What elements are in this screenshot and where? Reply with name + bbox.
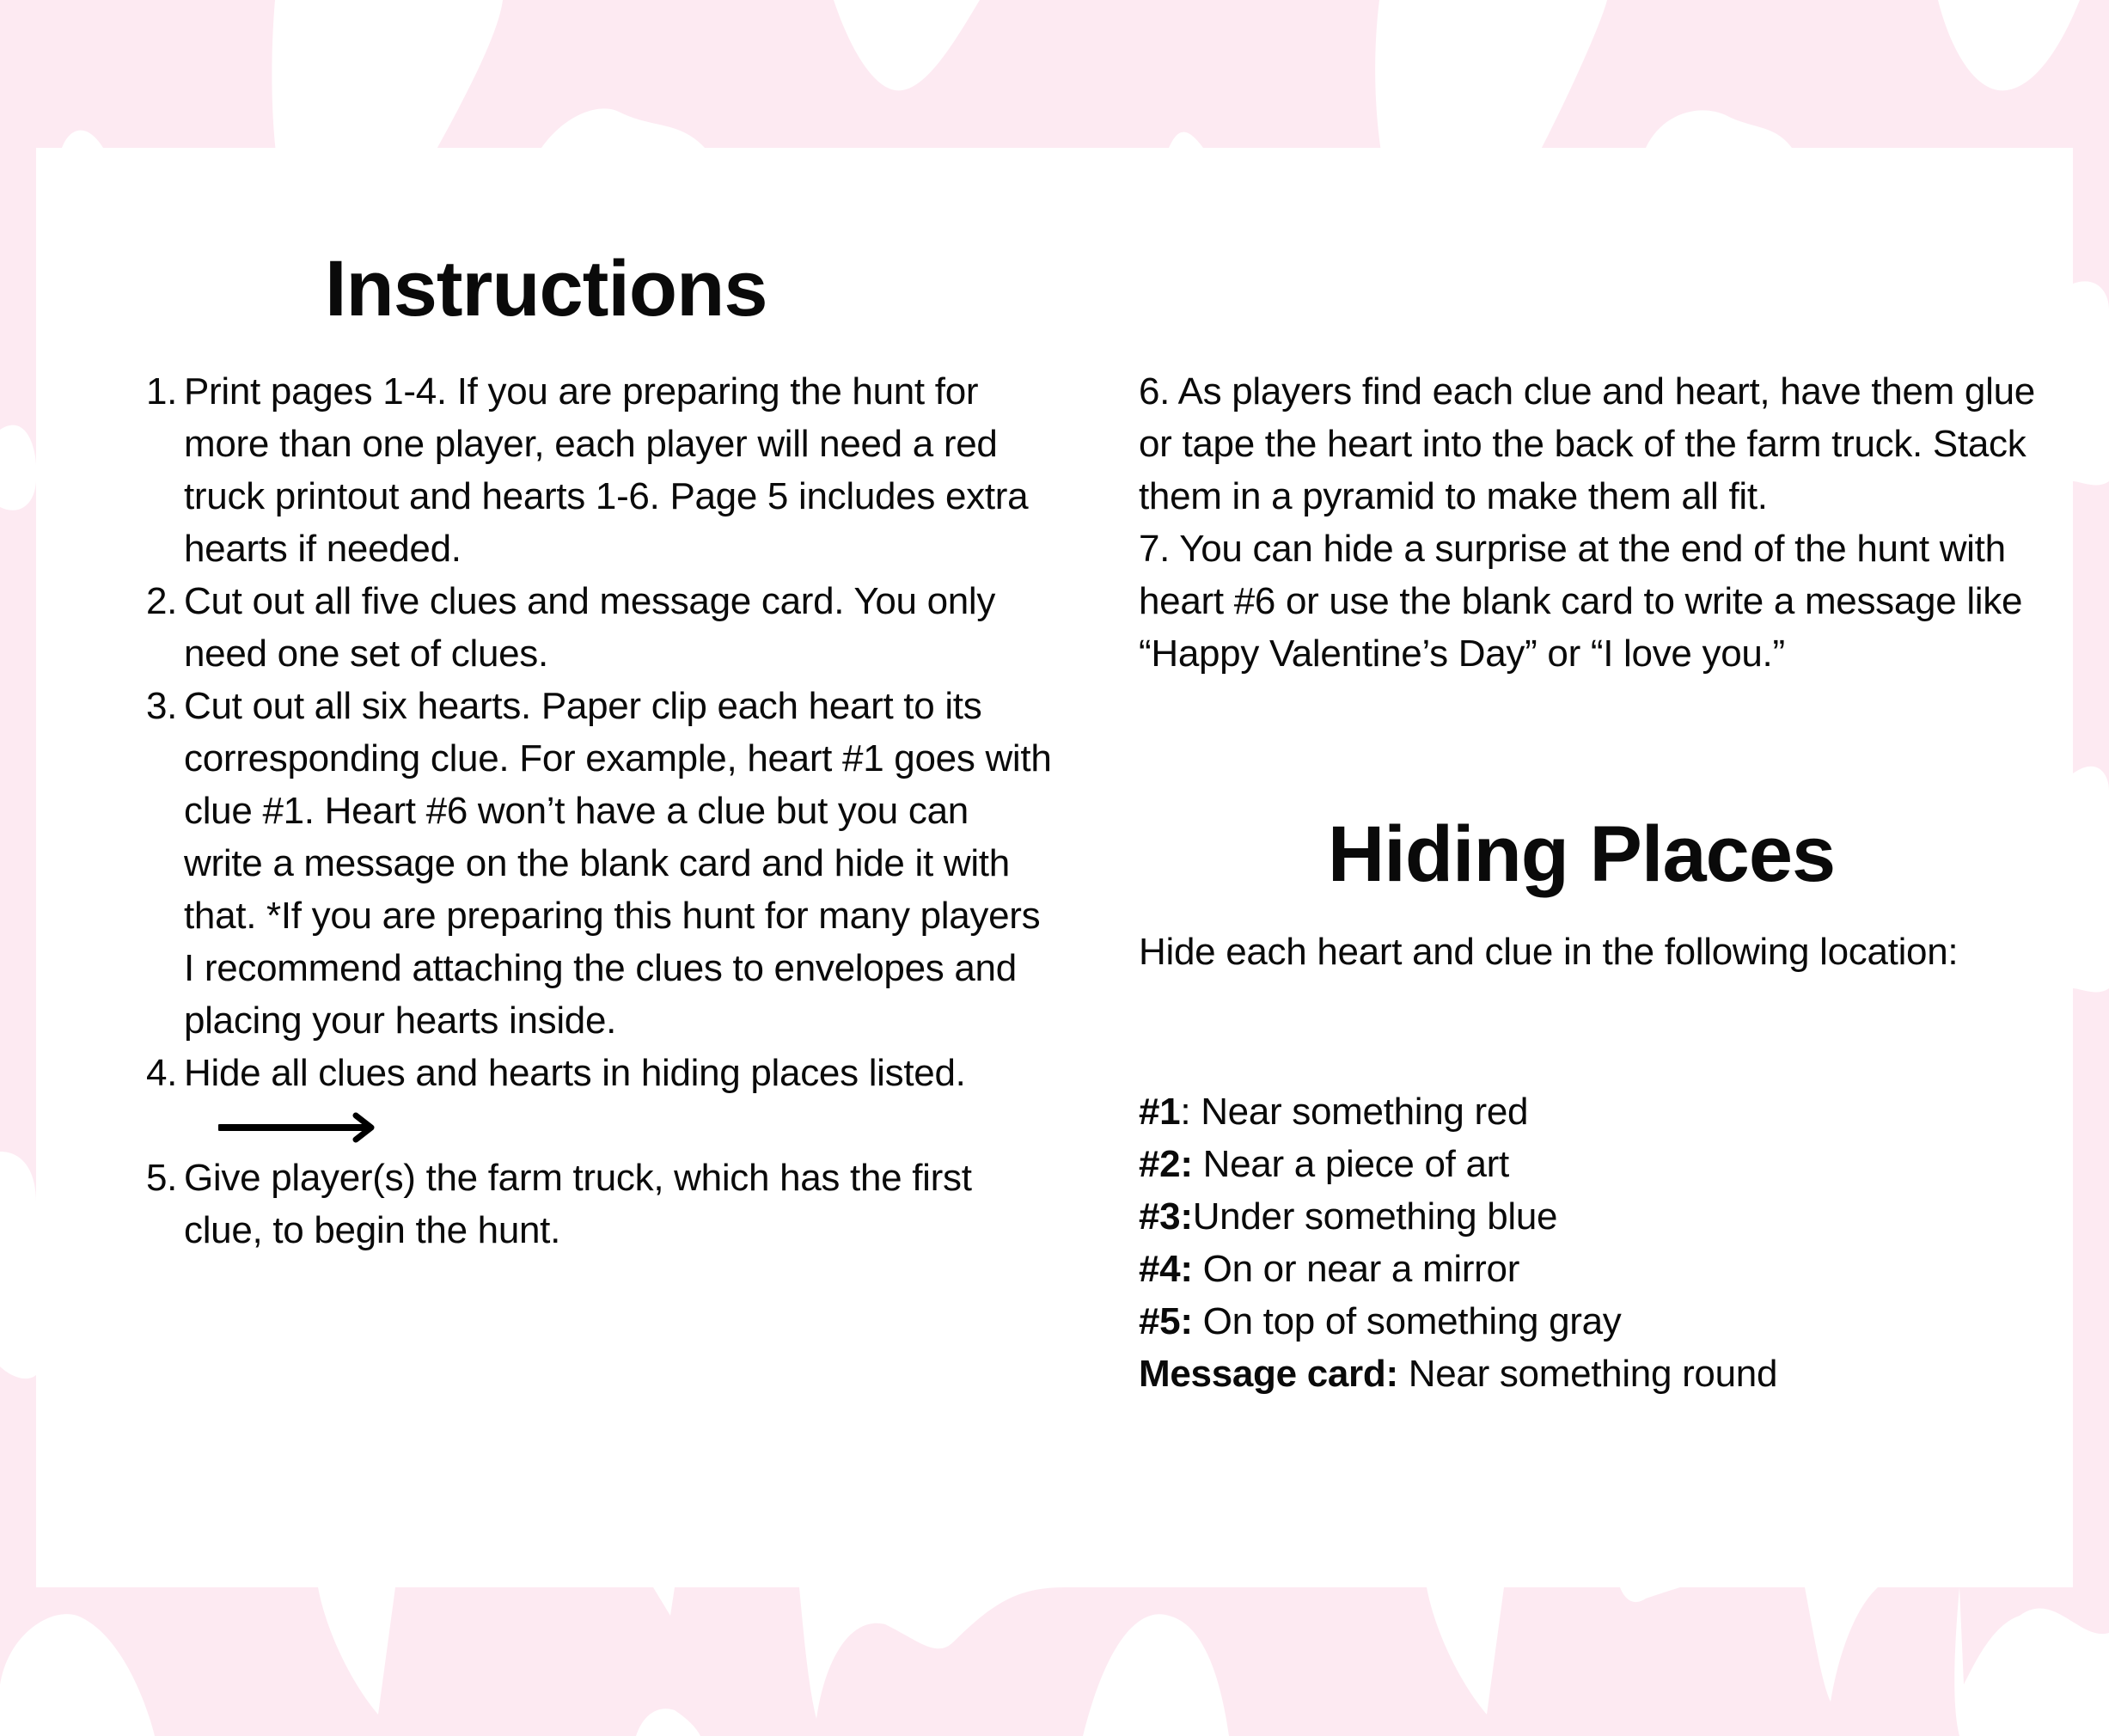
- hiding-place-text: On top of something gray: [1202, 1300, 1622, 1342]
- hiding-place-item: [1139, 1190, 1777, 1243]
- hiding-place-text: Under something blue: [1192, 1195, 1558, 1238]
- hiding-places-list: [1139, 1085, 1777, 1400]
- instruction-step: [146, 1152, 1057, 1256]
- step-text: Hide all clues and hearts in hiding places listed.: [184, 1052, 966, 1094]
- separator: [1193, 1143, 1203, 1185]
- hiding-place-item: [1139, 1243, 1777, 1295]
- instructions-title: Instructions: [325, 245, 767, 333]
- step-text: Print pages 1-4. If you are preparing the hunt for more than one player, each player will need a red truck printout and hearts 1-6. Page 5 includes extra hearts if needed.: [184, 370, 1029, 570]
- hiding-place-item: [1139, 1138, 1777, 1190]
- arrow-right-icon: [218, 1112, 377, 1143]
- hiding-places-title: Hiding Places: [1327, 810, 1836, 898]
- instructions-continued: [1139, 365, 2067, 680]
- instruction-step-6: 6. As players find each clue and heart, have them glue or tape the heart into the back of the farm truck. Stack them in a pyramid to make them all fit.: [1139, 370, 2035, 517]
- hiding-place-label: #5:: [1139, 1300, 1193, 1342]
- hiding-place-text: Near something round: [1408, 1353, 1778, 1395]
- hiding-place-label: Message card:: [1139, 1353, 1398, 1395]
- hiding-place-item: [1139, 1348, 1777, 1400]
- step-text: Cut out all six hearts. Paper clip each heart to its corresponding clue. For example, heart #1 goes with clue #1. Heart #6 won’t have a clue but you can write a message on the blank card and hide it with that. *If you are preparing this hunt for many players I recommend attaching the clues to envelopes and placing your hearts inside.: [184, 685, 1052, 1042]
- instruction-step-7: 7. You can hide a surprise at the end of the hunt with heart #6 or use the blank card to write a message like “Happy Valentine’s Day” or “I love you.”: [1139, 528, 2023, 675]
- instruction-step: [146, 680, 1057, 1047]
- hiding-place-text: On or near a mirror: [1202, 1248, 1520, 1290]
- hiding-place-label: #3:: [1139, 1195, 1193, 1238]
- instruction-step: [146, 1047, 1057, 1152]
- instruction-step: [146, 575, 1057, 680]
- hiding-place-label: #4:: [1139, 1248, 1193, 1290]
- step-text: Give player(s) the farm truck, which has the first clue, to begin the hunt.: [184, 1157, 972, 1251]
- step-number: 2.: [146, 580, 178, 622]
- separator: :: [1180, 1091, 1201, 1133]
- step-number: 4.: [146, 1052, 178, 1094]
- hiding-place-label: #1: [1139, 1091, 1181, 1133]
- step-number: 3.: [146, 685, 178, 727]
- hiding-places-intro: Hide each heart and clue in the following location:: [1139, 931, 1959, 973]
- hiding-place-item: [1139, 1295, 1777, 1348]
- hiding-place-item: [1139, 1085, 1777, 1138]
- instructions-list: [146, 365, 1057, 1256]
- separator: [1398, 1353, 1409, 1395]
- separator: [1193, 1300, 1203, 1342]
- instruction-step: [146, 365, 1057, 575]
- step-number: 1.: [146, 370, 178, 413]
- hiding-place-label: #2:: [1139, 1143, 1193, 1185]
- separator: [1193, 1248, 1203, 1290]
- step-text: Cut out all five clues and message card. You only need one set of clues.: [184, 580, 996, 675]
- hiding-place-text: Near a piece of art: [1202, 1143, 1509, 1185]
- hiding-place-text: Near something red: [1201, 1091, 1529, 1133]
- step-number: 5.: [146, 1157, 178, 1199]
